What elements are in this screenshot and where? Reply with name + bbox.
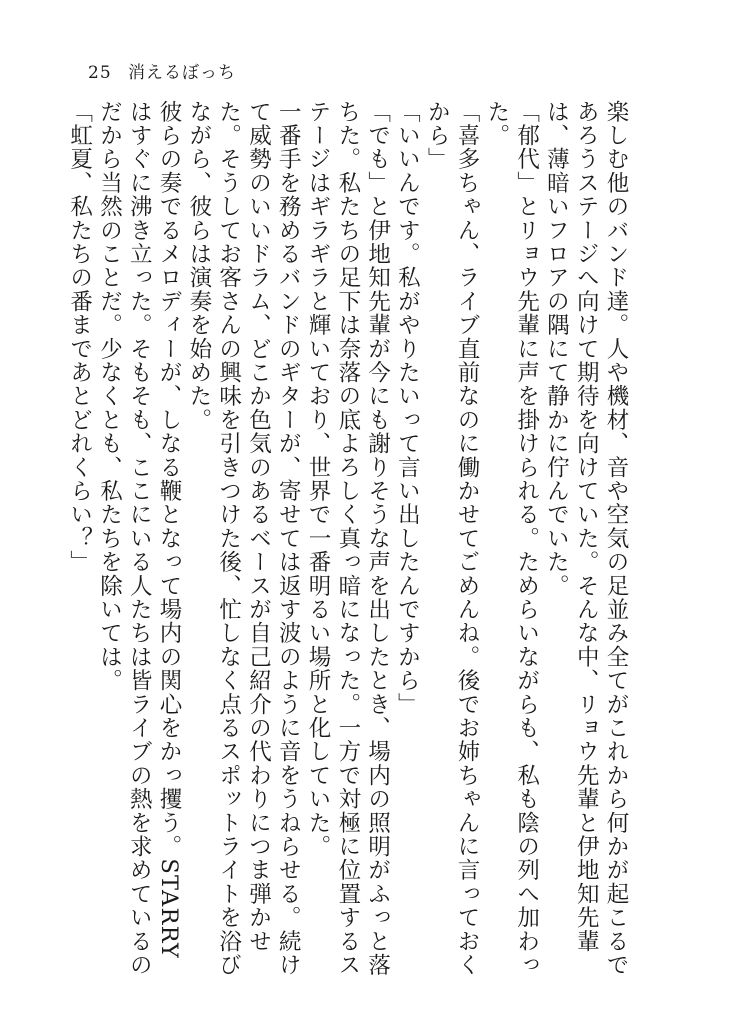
paragraph: 「虹夏、私たちの番まであとどれくらい？」: [66, 100, 93, 574]
chapter-title: 消えるぼっち: [128, 63, 237, 83]
paragraph: 楽しむ他のバンド達。人や機材、音や空気の足並み全てがこれから何かが起こるであろうステージへ向けて期待を向けていた。そんな中、リョウ先輩と伊地知先輩は、薄暗いフロアの隅にて静かに佇んでいた。: [543, 100, 629, 977]
paragraph: 「喜多ちゃん、ライブ直前なのに働かせてごめんね。後でお姉ちゃんに言っておくから」: [424, 100, 481, 977]
paragraph: 彼らの奏でるメロディーが、しなる鞭となって場内の関心をかっ攫う。STARRYはすぐに沸き立った。そもそも、ここにいる人たちは皆ライブの熱を求めているのだから当然のことだ。少なくとも、私たちを除いては。: [96, 100, 183, 977]
paragraph: 一番手を務めるバンドのギターが、寄せては返す波のように音をうねらせる。続けて威勢のいいドラム、どこか色気のあるベースが自己紹介の代わりにつま弾かせた。そうしてお客さんの興味を引きつけた後、忙しなく点るスポットライトを浴びながら、彼らは演奏を始めた。: [185, 100, 302, 977]
paragraph: 「いいんです。私がやりたいって言い出したんですから」: [394, 100, 421, 717]
paragraph: 「郁代」とリョウ先輩に声を掛けられる。ためらいながらも、私も陰の列へ加わった。: [483, 100, 540, 977]
vertical-text-body: [66, 100, 630, 980]
page-number: 25: [88, 63, 112, 83]
running-header: [88, 58, 236, 83]
paragraph: 「でも」と伊地知先輩が今にも謝りそうな声を出したとき、場内の照明がふっと落ちた。私たちの足下は奈落の底よろしく真っ暗になった。一方で対極に位置するステージはギラギラと輝いており、世界で一番明るい場所と化していた。: [305, 100, 391, 977]
